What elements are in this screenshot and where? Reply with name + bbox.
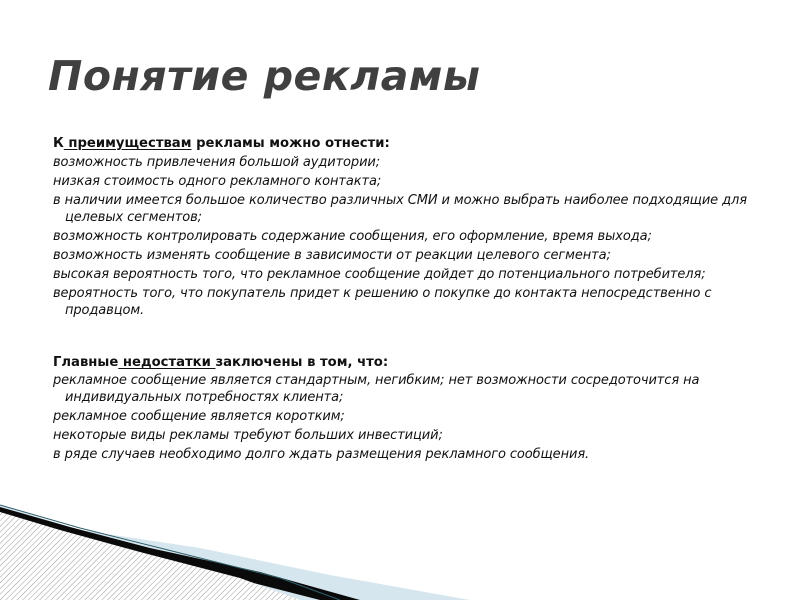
slide-content (53, 134, 763, 465)
disadvantages-heading-prefix: Главные (53, 355, 119, 370)
disadvantages-list (53, 372, 763, 463)
slide-title: Понятие рекламы (48, 52, 481, 100)
advantage-item: возможность привлечения большой аудитории; (53, 155, 381, 170)
advantage-item: в наличии имеется большое количество различных СМИ и можно выбрать наиболее подходящие для целевых сегментов; (53, 193, 747, 225)
disadvantage-item: некоторые виды рекламы требуют больших инвестиций; (53, 428, 443, 443)
advantages-heading (53, 134, 763, 153)
disadvantages-heading-underlined: недостатки (118, 355, 216, 370)
disadvantage-item: рекламное сообщение является коротким; (53, 409, 345, 424)
advantage-item: высокая вероятность того, что рекламное сообщение дойдет до потенциального потребителя; (53, 267, 706, 282)
disadvantage-item: рекламное сообщение является стандартным, негибким; нет возможности сосредоточится на индивидуальных потребностях клиента; (53, 373, 700, 405)
advantages-list (53, 154, 763, 319)
advantages-heading-prefix: К (53, 136, 64, 151)
disadvantages-heading-suffix: заключены в том, что: (215, 355, 389, 370)
advantage-item: возможность контролировать содержание сообщения, его оформление, время выхода; (53, 229, 652, 244)
advantage-item: возможность изменять сообщение в зависимости от реакции целевого сегмента; (53, 248, 611, 263)
advantages-heading-suffix: рекламы можно отнести: (191, 136, 390, 151)
disadvantage-item: в ряде случаев необходимо долго ждать размещения рекламного сообщения. (53, 447, 590, 462)
advantage-item: низкая стоимость одного рекламного контакта; (53, 174, 382, 189)
advantages-heading-underlined: преимуществам (63, 136, 192, 151)
disadvantages-heading (53, 353, 763, 372)
advantage-item: вероятность того, что покупатель придет к решению о покупке до контакта непосредственно с продавцом. (53, 286, 712, 318)
section-spacer (53, 321, 763, 353)
